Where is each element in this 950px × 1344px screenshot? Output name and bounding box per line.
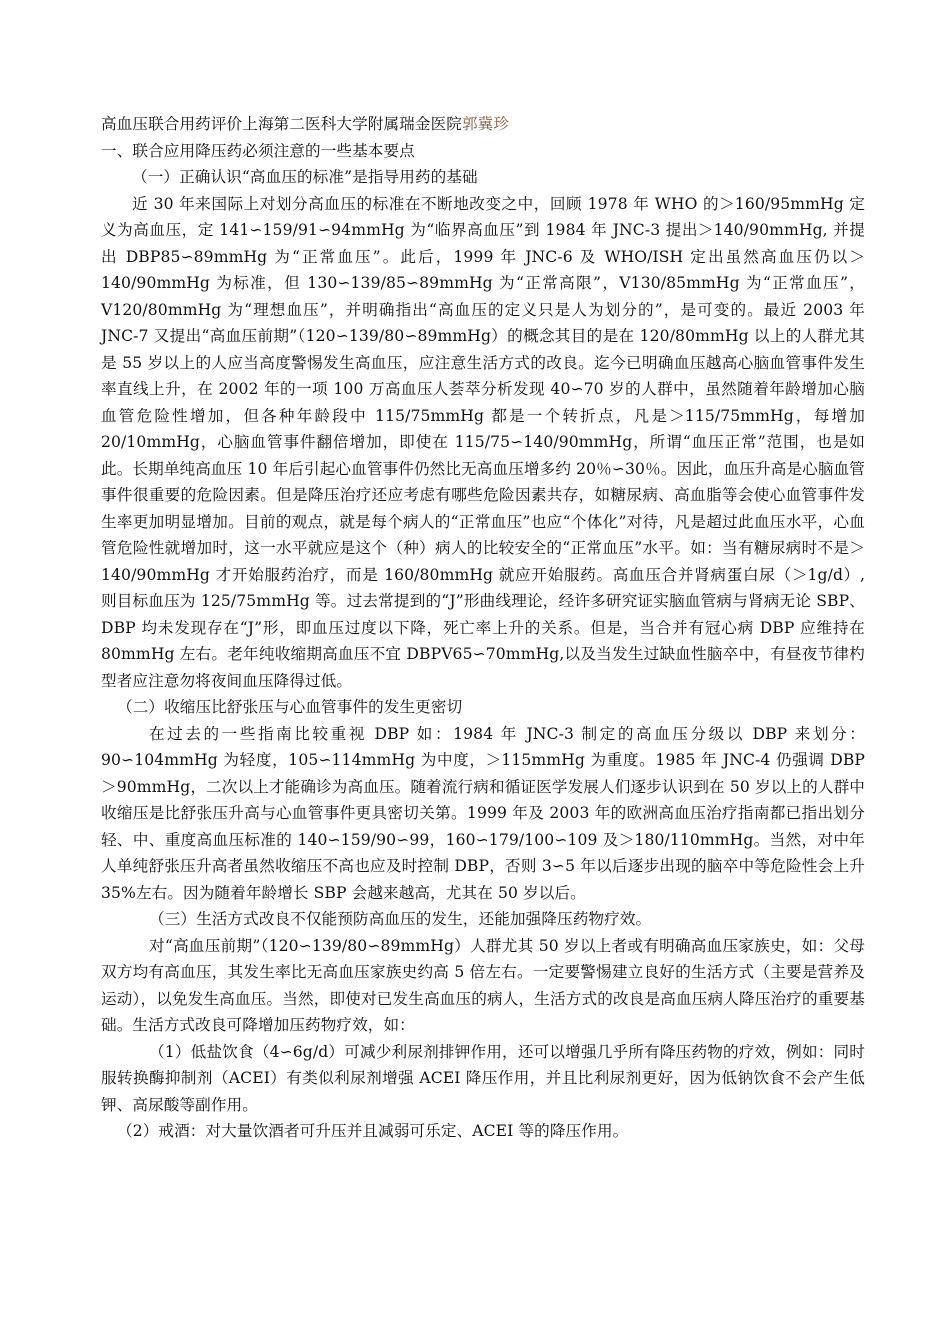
section-heading-1: 一、联合应用降压药必须注意的一些基本要点: [101, 141, 415, 160]
subsection-heading-1: （一）正确认识“高血压的标准”是指导用药的基础: [132, 168, 478, 186]
title-text: 高血压联合用药评价上海第二医科大学附属瑞金医院: [101, 115, 462, 133]
list-item-low-salt: （1）低盐饮食（4∽6g/d）可减少利尿剂排钾作用，还可以增强几乎所有降压药物的疗效，例如：同时服转换酶抑制剂（ACEI）有类似利尿剂增强 ACEI 降压作用，并且比利尿剂更好，因为低钠饮食不会产生低钾、高尿酸等副作用。: [101, 1042, 865, 1114]
subsection-heading-3: （三）生活方式改良不仅能预防高血压的发生，还能加强降压药物疗效。: [149, 910, 652, 928]
document-title: [101, 111, 865, 138]
document-page: [101, 111, 865, 1145]
paragraph-lifestyle: 对“高血压前期”（120∽139/80∽89mmHg）人群尤其 50 岁以上者或有明确高血压家族史，如：父母双方均有高血压，其发生率比无高血压家族史约高 5 倍左右。一定要警惕建立良好的生活方式（主要是营养及运动），以免发生高血压。当然，即使对已发生高血压的病人，生活方式的改良是高血压病人降压治疗的重要基础。生活方式改良可降增加压药物疗效，如：: [101, 936, 865, 1034]
subsection-heading-2: （二）收缩压比舒张压与心血管事件的发生更密切: [117, 698, 463, 716]
paragraph-systolic: 在过去的一些指南比较重视 DBP 如：1984 年 JNC-3 制定的高血压分级以 DBP 来划分：90∽104mmHg 为轻度，105∽114mmHg 为中度，＞115mmHg 为重度。1985 年 JNC-4 仍强调 DBP＞90mmHg，二次以上才能确诊为高血压。随着流行病和循证医学发展人们逐步认识到在 50 岁以上的人群中收缩压是比舒张压升高与心血管事件更具密切关第。1999 年及 2003 年的欧洲高血压治疗指南都已指出划分轻、中、重度高血压标准的 140∽159/90∽99，160∽179/100∽109 及＞180/110mmHg。当然，对中年人单纯舒张压升高者虽然收缩压不高也应及时控制 DBP，否则 3∽5 年以后逐步出现的脑卒中等危险性会上升 35%左右。因为随着年龄增长 SBP 会越来越高，尤其在 50 岁以后。: [101, 724, 865, 902]
list-item-alcohol: （2）戒酒：对大量饮酒者可升压并且减弱可乐定、ACEI 等的降压作用。: [117, 1122, 629, 1140]
paragraph-standards: 近 30 年来国际上对划分高血压的标准在不断地改变之中，回顾 1978 年 WHO 的＞160/95mmHg 定义为高血压，定 141∽159/91∽94mmHg 为“临界高血压”到 1984 年 JNC-3 提出＞140/90mmHg, 并提出 DBP85∽89mmHg 为“正常血压”。此后，1999 年 JNC-6 及 WHO/ISH 定出虽然高血压仍以＞140/90mmHg 为标准，但 130∽139/85∽89mmHg 为“正常高限”，V130/85mmHg 为“正常血压”，V120/80mmHg 为“理想血压”，并明确指出“高血压的定义只是人为划分的”，是可变的。最近 2003 年 JNC-7 又提出“高血压前期”（120∽139/80∽89mmHg）的概念其目的是在 120/80mmHg 以上的人群尤其是 55 岁以上的人应当高度警惕发生高血压，应注意生活方式的改良。迄今已明确血压越高心脑血管事件发生率直线上升，在 2002 年的一项 100 万高血压人荟萃分析发现 40∽70 岁的人群中，虽然随着年龄增加心脑血管危险性增加，但各种年龄段中 115/75mmHg 都是一个转折点，凡是＞115/75mmHg，每增加 20/10mmHg，心脑血管事件翻倍增加，即使在 115/75∽140/90mmHg，所谓“血压正常”范围，也是如此。长期单纯高血压 10 年后引起心血管事件仍然比无高血压增多约 20％∽30％。因此，血压升高是心脑血管事件很重要的危险因素。但是降压治疗还应考虑有哪些危险因素共存，如糖尿病、高血脂等会使心血管事件发生率更加明显增加。目前的观点，就是每个病人的“正常血压”也应“个体化”对待，凡是超过此血压水平，心血管危险性就增加时，这一水平就应是这个（种）病人的比较安全的“正常血压”水平。如：当有糖尿病时不是＞140/90mmHg 才开始服药治疗，而是 160/80mmHg 就应开始服药。高血压合并肾病蛋白尿（＞1g/d）, 则目标血压为 125/75mmHg 等。过去常提到的“J”形曲线理论，经许多研究证实脑血管病与肾病无论 SBP、DBP 均未发现存在“J”形，即血压过度以下降，死亡率上升的关系。但是，当合并有冠心病 DBP 应维持在 80mmHg 左右。老年纯收缩期高血压不宜 DBPV65∽70mmHg,以及当发生过缺血性脑卒中，有昼夜节律杓型者应注意勿将夜间血压降得过低。: [101, 194, 865, 690]
author-name: 郭冀珍: [461, 115, 510, 133]
